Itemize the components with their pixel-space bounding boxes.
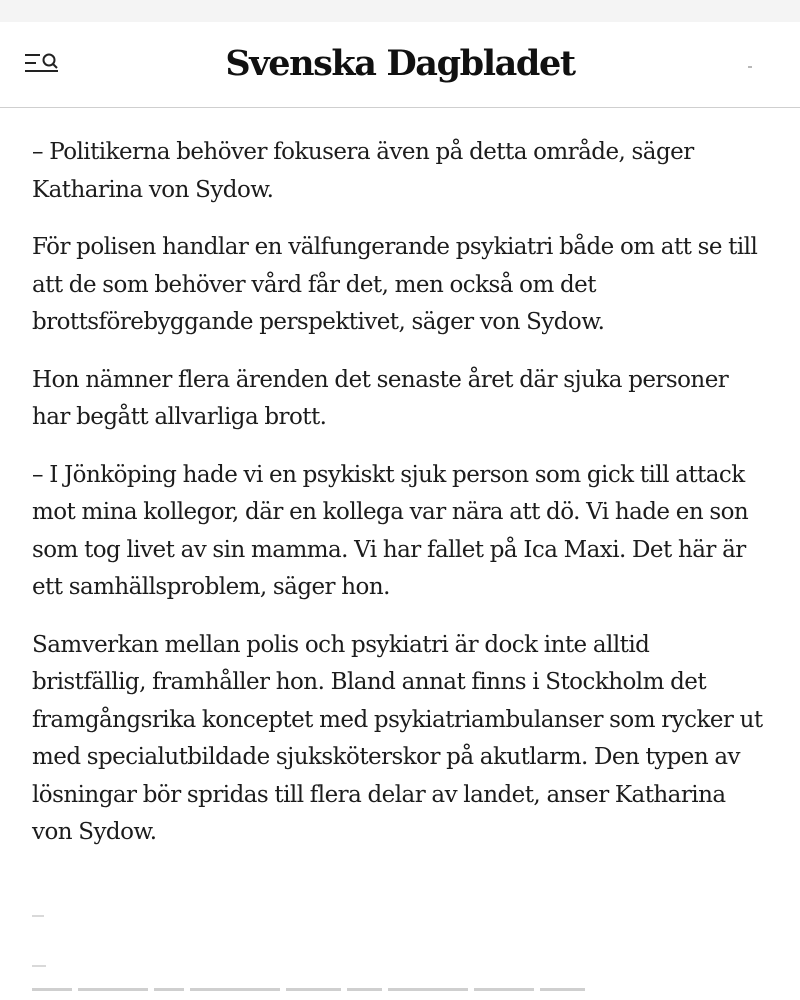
site-header: [0, 22, 800, 108]
article-paragraph: – I Jönköping hade vi en psykiskt sjuk person som gick till attack mot mina kollegor, där en kollega var nära att dö. Vi hade en son som tog livet av sin mamma. Vi har fallet på Ica Maxi. Det här är ett samhällsproblem, säger hon.: [32, 461, 749, 600]
header-right-mark: [748, 66, 752, 68]
article-body: [32, 134, 768, 872]
faded-content-mark: [32, 915, 44, 917]
site-logo[interactable]: Svenska Dagbladet: [225, 43, 575, 84]
faded-content-mark: [32, 965, 46, 967]
article-paragraph: Samverkan mellan polis och psykiatri är dock inte alltid bristfällig, framhåller hon. Bland annat finns i Stockholm det framgångsrika konceptet med psykiatriambulanser som rycker ut med specialutbildade sjuksköterskor på akutlarm. Den typen av lösningar bör spridas till flera delar av landet, anser Katharina von Sydow.: [32, 631, 763, 845]
faded-next-line: [32, 988, 632, 1000]
article-paragraph: – Politikerna behöver fokusera även på detta område, säger Katharina von Sydow.: [32, 139, 694, 203]
browser-top-strip: [0, 0, 800, 22]
article-paragraph: För polisen handlar en välfungerande psykiatri både om att se till att de som behöver vård får det, men också om det brottsförebyggande perspektivet, säger von Sydow.: [32, 234, 758, 335]
article-paragraph: Hon nämner flera ärenden det senaste året där sjuka personer har begått allvarliga brott.: [32, 366, 729, 430]
